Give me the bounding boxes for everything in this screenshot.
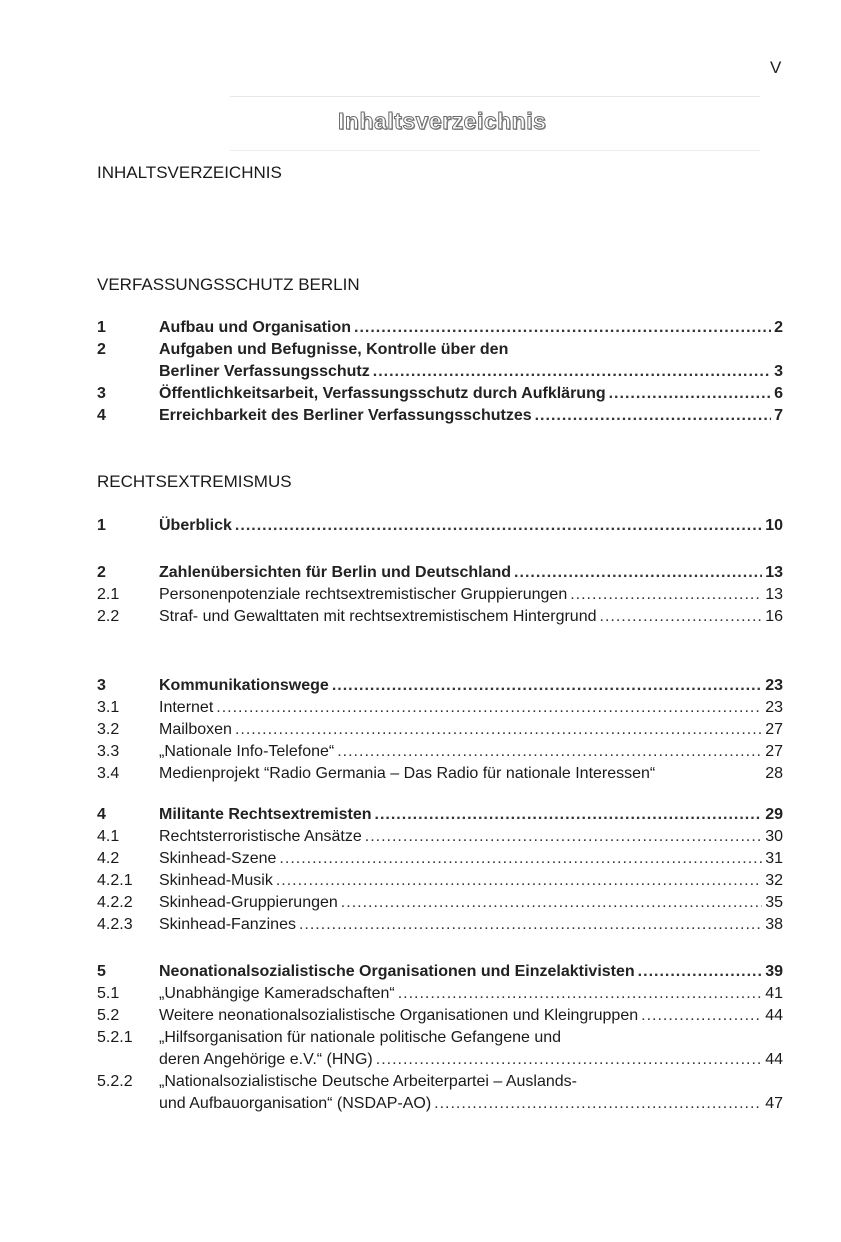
toc-title: Aufgaben und Befugnisse, Kontrolle über den	[159, 341, 509, 358]
toc-number: 3.4	[97, 765, 120, 782]
toc-leader	[609, 384, 771, 404]
toc-row[interactable]	[97, 384, 783, 404]
toc-row[interactable]	[97, 340, 783, 360]
toc-row[interactable]	[97, 1050, 783, 1070]
toc-page: 47	[765, 1095, 783, 1112]
header-title: Inhaltsverzeichnis	[338, 108, 547, 134]
toc-page: 27	[765, 743, 783, 760]
header-rule-bottom	[230, 150, 760, 151]
section-heading-verfassungsschutz: VERFASSUNGSSCHUTZ BERLIN	[97, 275, 360, 294]
toc-row[interactable]	[97, 516, 783, 536]
section-heading-rechtsextremismus: RECHTSEXTREMISMUS	[97, 472, 292, 491]
toc-title: Berliner Verfassungsschutz	[159, 363, 370, 380]
toc-leader	[373, 362, 771, 382]
toc-row[interactable]	[97, 742, 783, 762]
toc-page: 39	[765, 963, 783, 980]
toc-number: 4.2.3	[97, 916, 133, 933]
toc-title: „Nationale Info-Telefone“	[159, 743, 335, 760]
toc-row[interactable]	[97, 893, 783, 913]
toc-title: und Aufbauorganisation“ (NSDAP-AO)	[159, 1095, 432, 1112]
toc-title: Neonationalsozialistische Organisationen und Einzelaktivisten	[159, 963, 635, 980]
toc-title: Zahlenübersichten für Berlin und Deutschland	[159, 564, 512, 581]
toc-page: 23	[765, 699, 783, 716]
toc-leader	[235, 720, 762, 740]
toc-number: 4.2.1	[97, 872, 133, 889]
toc-number: 1	[97, 319, 106, 336]
toc-number: 5.2	[97, 1007, 120, 1024]
toc-title: Erreichbarkeit des Berliner Verfassungsschutzes	[159, 407, 532, 424]
toc-page: 6	[774, 385, 783, 402]
toc-leader	[535, 406, 771, 426]
toc-row[interactable]	[97, 607, 783, 627]
toc-title: Überblick	[159, 517, 232, 534]
toc-leader	[279, 849, 762, 869]
toc-number: 3	[97, 677, 106, 694]
toc-title: Kommunikationswege	[159, 677, 329, 694]
toc-leader	[434, 1094, 762, 1114]
toc-number: 4.2.2	[97, 894, 133, 911]
toc-leader	[332, 676, 762, 696]
toc-page: 38	[765, 916, 783, 933]
toc-row[interactable]	[97, 849, 783, 869]
toc-title: Rechtsterroristische Ansätze	[159, 828, 362, 845]
toc-title: Weitere neonationalsozialistische Organisationen und Kleingruppen	[159, 1007, 639, 1024]
toc-row[interactable]	[97, 318, 783, 338]
toc-title: Militante Rechtsextremisten	[159, 806, 372, 823]
toc-page: 7	[774, 407, 783, 424]
toc-row[interactable]	[97, 915, 783, 935]
toc-page: 32	[765, 872, 783, 889]
toc-number: 5.2.1	[97, 1029, 133, 1046]
toc-row[interactable]	[97, 1006, 783, 1026]
toc-leader	[337, 742, 762, 762]
toc-row[interactable]	[97, 676, 783, 696]
toc-row[interactable]	[97, 1028, 783, 1048]
toc-row[interactable]	[97, 764, 783, 784]
document-title: INHALTSVERZEICHNIS	[97, 163, 282, 182]
toc-number: 1	[97, 517, 106, 534]
toc-number: 5	[97, 963, 106, 980]
toc-title: „Unabhängige Kameradschaften“	[159, 985, 395, 1002]
toc-leader	[600, 607, 763, 627]
toc-page: 27	[765, 721, 783, 738]
toc-leader	[375, 805, 763, 825]
toc-page: 23	[765, 677, 783, 694]
toc-number: 2.1	[97, 586, 120, 603]
toc-page: 3	[774, 363, 783, 380]
toc-row[interactable]	[97, 984, 783, 1004]
toc-page: 2	[774, 319, 783, 336]
toc-number: 3.1	[97, 699, 120, 716]
toc-number: 3.2	[97, 721, 120, 738]
toc-page: 44	[765, 1007, 783, 1024]
toc-page: 41	[765, 985, 783, 1002]
toc-row[interactable]	[97, 720, 783, 740]
toc-page: 16	[765, 608, 783, 625]
toc-title: deren Angehörige e.V.“ (HNG)	[159, 1051, 373, 1068]
toc-row[interactable]	[97, 563, 783, 583]
toc-title: „Hilfsorganisation für nationale politische Gefangene und	[159, 1029, 562, 1046]
toc-leader	[514, 563, 762, 583]
toc-row[interactable]	[97, 962, 783, 982]
toc-number: 4.1	[97, 828, 120, 845]
toc-page: 13	[765, 586, 783, 603]
toc-title: Aufbau und Organisation	[159, 319, 351, 336]
toc-page: 44	[765, 1051, 783, 1068]
page-number: V	[770, 58, 782, 77]
toc-leader	[638, 962, 763, 982]
toc-row[interactable]	[97, 1072, 783, 1092]
toc-number: 2	[97, 341, 106, 358]
toc-leader	[299, 915, 762, 935]
toc-number: 3	[97, 385, 106, 402]
toc-title: Skinhead-Szene	[159, 850, 277, 867]
toc-leader	[276, 871, 762, 891]
toc-title: Skinhead-Fanzines	[159, 916, 296, 933]
toc-title: „Nationalsozialistische Deutsche Arbeiterpartei – Auslands-	[159, 1073, 577, 1090]
toc-row[interactable]	[97, 698, 783, 718]
toc-leader	[235, 516, 762, 536]
toc-number: 5.2.2	[97, 1073, 133, 1090]
toc-title: Skinhead-Musik	[159, 872, 273, 889]
toc-page: 28	[765, 765, 783, 782]
toc-title: Personenpotenziale rechtsextremistischer Gruppierungen	[159, 586, 568, 603]
header-rule-top	[230, 96, 760, 97]
toc-page: 29	[765, 806, 783, 823]
toc-leader	[570, 585, 762, 605]
toc-row[interactable]	[97, 585, 783, 605]
toc-leader	[216, 698, 762, 718]
toc-title: Mailboxen	[159, 721, 232, 738]
toc-page: 35	[765, 894, 783, 911]
toc-leader	[376, 1050, 762, 1070]
toc-title: Medienprojekt “Radio Germania – Das Radio für nationale Interessen“	[159, 765, 656, 782]
toc-row[interactable]	[97, 1094, 783, 1114]
toc-row[interactable]	[97, 406, 783, 426]
toc-number: 2.2	[97, 608, 120, 625]
toc-leader	[354, 318, 771, 338]
toc-page: 10	[765, 517, 783, 534]
toc-row[interactable]	[97, 805, 783, 825]
toc-title: Internet	[159, 699, 214, 716]
toc-row[interactable]	[97, 827, 783, 847]
toc-leader	[641, 1006, 762, 1026]
toc-number: 5.1	[97, 985, 120, 1002]
toc-title: Skinhead-Gruppierungen	[159, 894, 338, 911]
toc-number: 4	[97, 407, 106, 424]
toc-page: 13	[765, 564, 783, 581]
toc-number: 2	[97, 564, 106, 581]
toc-page: 31	[765, 850, 783, 867]
toc-number: 3.3	[97, 743, 120, 760]
toc-number: 4	[97, 806, 106, 823]
toc-leader	[365, 827, 762, 847]
toc-leader	[341, 893, 762, 913]
toc-leader	[398, 984, 763, 1004]
toc-row[interactable]	[97, 362, 783, 382]
toc-number: 4.2	[97, 850, 120, 867]
toc-title: Öffentlichkeitsarbeit, Verfassungsschutz durch Aufklärung	[159, 385, 606, 402]
toc-page: 30	[765, 828, 783, 845]
toc-row[interactable]	[97, 871, 783, 891]
toc-title: Straf- und Gewalttaten mit rechtsextremistischem Hintergrund	[159, 608, 597, 625]
